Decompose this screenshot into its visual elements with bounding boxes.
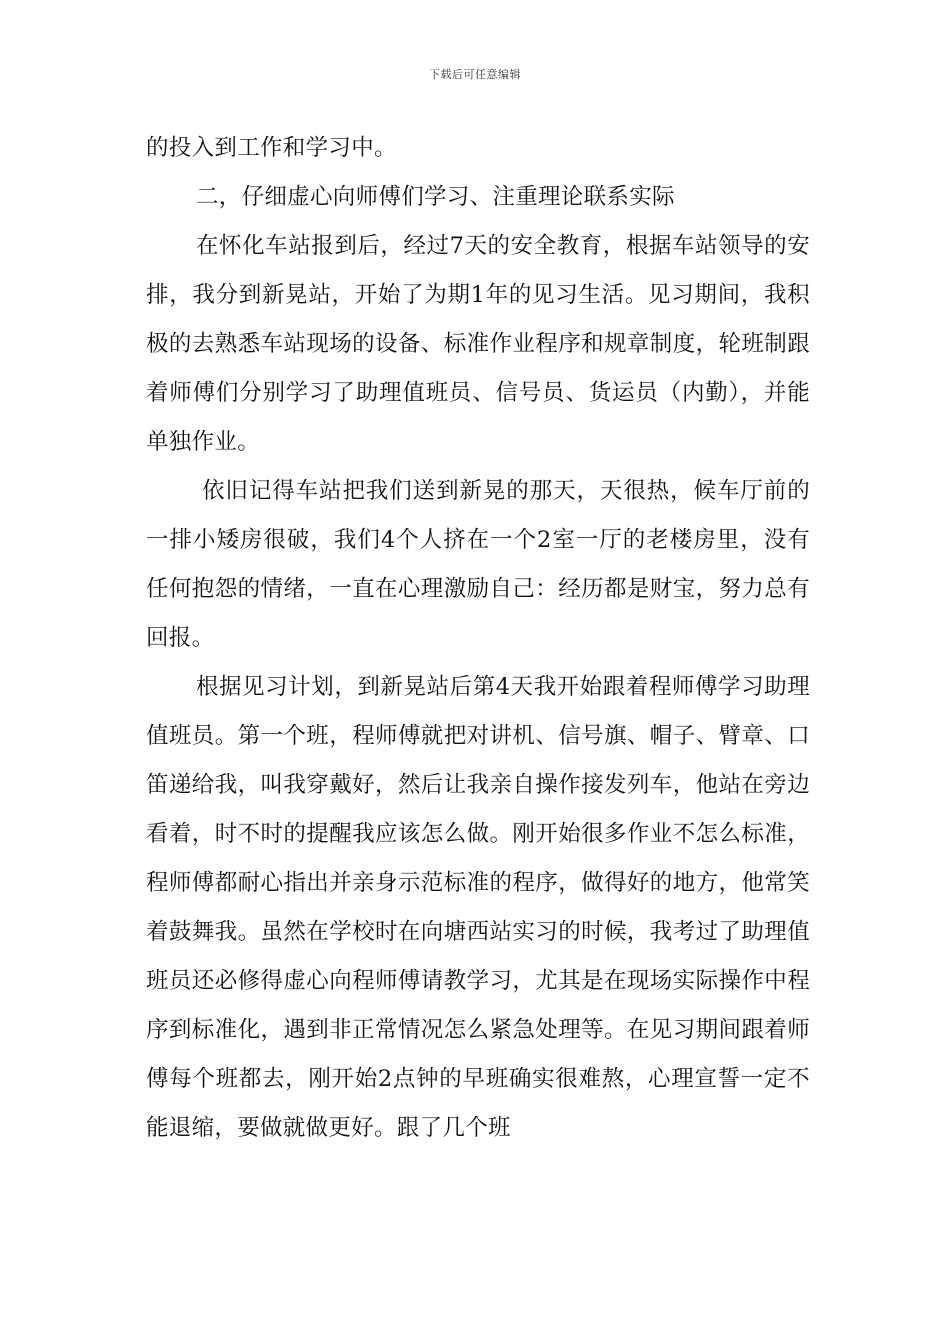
section-heading: 二，仔细虚心向师傅们学习、注重理论联系实际 [196, 184, 675, 210]
paragraph-training: 根据见习计划，到新晃站后第4天我开始跟着程师傅学习助理值班员。第一个班，程师傅就把对讲机、信号旗、帽子、臂章、口笛递给我，叫我穿戴好，然后让我亲自操作接发列车，他站在旁边看着，时不时的提醒我应该怎么做。刚开始很多作业不怎么标准，程师傅都耐心指出并亲身示范标准的程序，做得好的地方，他常笑着鼓舞我。虽然在学校时在向塘西站实习的时候，我考过了助理值班员还必修得虚心向程师傅请教学习，尤其是在现场实际操作中程序到标准化，遇到非正常情况怎么紧急处理等。在见习期间跟着师傅每个班都去，刚开始2点钟的早班确实很难熬，心理宣誓一定不能退缩，要做就做更好。跟了几个班 [146, 674, 810, 1141]
paragraph-arrival: 在怀化车站报到后，经过7天的安全教育，根据车站领导的安排，我分到新晃站，开始了为期1年的见习生活。见习期间，我积极的去熟悉车站现场的设备、标准作业程序和规章制度，轮班制跟着师傅们分别学习了助理值班员、信号员、货运员（内勤），并能单独作业。 [146, 233, 810, 455]
paragraph-continuation: 的投入到工作和学习中。 [146, 135, 397, 161]
paragraph-memory: 依旧记得车站把我们送到新晃的那天，天很热，候车厅前的一排小矮房很破，我们4个人挤在一个2室一厅的老楼房里，没有任何抱怨的情绪，一直在心理激励自己：经历都是财宝，努力总有回报。 [146, 478, 810, 651]
document-body [146, 124, 810, 1153]
page-header: 下载后可任意编辑 [429, 68, 521, 81]
